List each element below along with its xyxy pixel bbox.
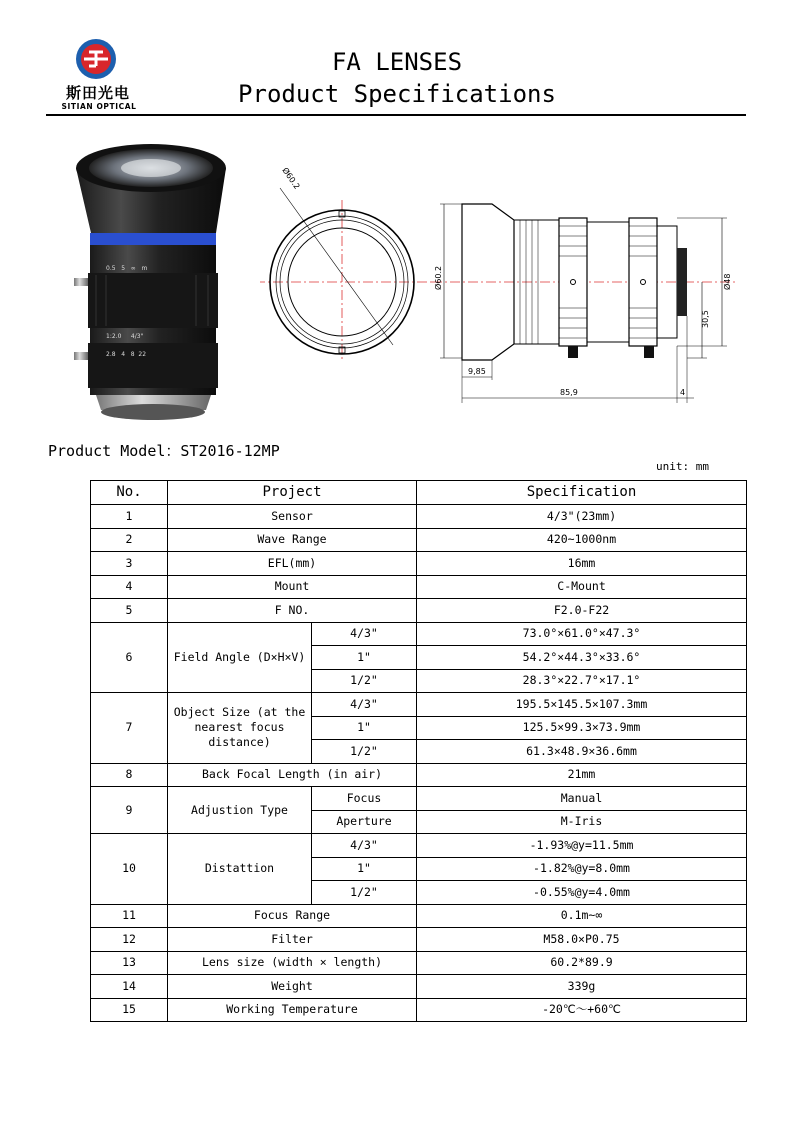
table-header-row (91, 481, 747, 505)
table-row (91, 599, 747, 623)
height-label: 30,5 (701, 310, 710, 328)
table-row (91, 575, 747, 599)
row-project: F NO. (168, 599, 417, 623)
row-spec: 73.0°×61.0°×47.3° (417, 622, 747, 646)
row-sub-label: 4/3" (312, 834, 417, 858)
doc-title-line1: FA LENSES (331, 48, 463, 76)
row-spec: -20℃～+60℃ (417, 998, 747, 1022)
row-spec: -1.93%@y=11.5mm (417, 834, 747, 858)
header-divider (46, 114, 746, 116)
row-project: Back Focal Length (in air) (168, 763, 417, 787)
row-sub-label: 1" (312, 716, 417, 740)
total-len-label: 85,9 (560, 388, 578, 397)
back-len-label: 4 (680, 388, 686, 397)
row-no: 15 (91, 998, 168, 1022)
row-project: Working Temperature (168, 998, 417, 1022)
row-spec: M58.0×P0.75 (417, 928, 747, 952)
row-spec: 4/3"(23mm) (417, 505, 747, 529)
table-row (91, 693, 747, 717)
row-no: 13 (91, 951, 168, 975)
row-project: Lens size (width × length) (168, 951, 417, 975)
row-project: Sensor (168, 505, 417, 529)
row-sub-label: 1/2" (312, 740, 417, 764)
lens-photo (66, 138, 241, 423)
row-project: Focus Range (168, 904, 417, 928)
header-spec: Specification (417, 481, 747, 505)
table-row (91, 763, 747, 787)
row-project: Distattion (168, 834, 312, 905)
row-spec: 16mm (417, 552, 747, 576)
row-project: Wave Range (168, 528, 417, 552)
table-row (91, 528, 747, 552)
product-model: Product Model：ST2016-12MP (48, 442, 280, 460)
row-sub-label: 1/2" (312, 669, 417, 693)
row-spec: C-Mount (417, 575, 747, 599)
row-spec: -0.55%@y=4.0mm (417, 881, 747, 905)
row-sub-label: 1" (312, 646, 417, 670)
unit-note: unit: mm (656, 460, 709, 473)
row-sub-label: 4/3" (312, 622, 417, 646)
row-no: 7 (91, 693, 168, 764)
front-dia-label: Ø60.2 (280, 165, 302, 191)
logo-name-cn: 斯田光电 (65, 84, 130, 102)
svg-text:0.5 5 ∞ m: 0.5 5 ∞ m (106, 265, 148, 272)
row-spec: 195.5×145.5×107.3mm (417, 693, 747, 717)
table-row (91, 505, 747, 529)
row-no: 8 (91, 763, 168, 787)
row-spec: 0.1m~∞ (417, 904, 747, 928)
row-no: 3 (91, 552, 168, 576)
spec-table-body (91, 505, 747, 1022)
row-spec: 125.5×99.3×73.9mm (417, 716, 747, 740)
row-project: Object Size (at the nearest focus distance) (168, 693, 312, 764)
logo-name-en: SITIAN OPTICAL (61, 102, 137, 111)
spec-table (90, 480, 747, 1022)
side-dia-label: Ø60.2 (434, 265, 443, 290)
table-row (91, 787, 747, 811)
row-no: 2 (91, 528, 168, 552)
lens-front-drawing (260, 160, 435, 360)
header-no: No. (91, 481, 168, 505)
row-spec: 54.2°×44.3°×33.6° (417, 646, 747, 670)
table-row (91, 951, 747, 975)
row-no: 6 (91, 622, 168, 693)
table-row (91, 622, 747, 646)
row-no: 14 (91, 975, 168, 999)
doc-title-line2: Product Specifications (238, 80, 556, 108)
row-sub-label: 4/3" (312, 693, 417, 717)
row-no: 5 (91, 599, 168, 623)
row-project: EFL(mm) (168, 552, 417, 576)
table-row (91, 904, 747, 928)
front-len-label: 9,85 (468, 367, 486, 376)
row-spec: 28.3°×22.7°×17.1° (417, 669, 747, 693)
row-project: Adjustion Type (168, 787, 312, 834)
header-project: Project (168, 481, 417, 505)
row-project: Field Angle (D×H×V) (168, 622, 312, 693)
table-row (91, 998, 747, 1022)
row-project: Weight (168, 975, 417, 999)
table-row (91, 552, 747, 576)
table-row (91, 928, 747, 952)
row-spec: 21mm (417, 763, 747, 787)
lens-side-drawing (432, 190, 742, 410)
table-row (91, 975, 747, 999)
row-project: Mount (168, 575, 417, 599)
row-no: 11 (91, 904, 168, 928)
row-spec: 61.3×48.9×36.6mm (417, 740, 747, 764)
row-spec: Manual (417, 787, 747, 811)
row-spec: 420~1000nm (417, 528, 747, 552)
row-sub-label: 1" (312, 857, 417, 881)
row-no: 10 (91, 834, 168, 905)
row-project: Filter (168, 928, 417, 952)
row-no: 1 (91, 505, 168, 529)
row-spec: F2.0-F22 (417, 599, 747, 623)
row-sub-label: 1/2" (312, 881, 417, 905)
row-spec: 60.2*89.9 (417, 951, 747, 975)
row-spec: -1.82%@y=8.0mm (417, 857, 747, 881)
svg-text:2.8 4 8 22: 2.8 4 8 22 (106, 351, 147, 358)
row-no: 4 (91, 575, 168, 599)
row-no: 12 (91, 928, 168, 952)
row-sub-label: Aperture (312, 810, 417, 834)
right-dia-label: Ø48 (723, 273, 732, 290)
row-spec: 339g (417, 975, 747, 999)
row-sub-label: Focus (312, 787, 417, 811)
row-no: 9 (91, 787, 168, 834)
svg-text:1:2.0 4/3": 1:2.0 4/3" (106, 333, 144, 340)
table-row (91, 834, 747, 858)
row-spec: M-Iris (417, 810, 747, 834)
